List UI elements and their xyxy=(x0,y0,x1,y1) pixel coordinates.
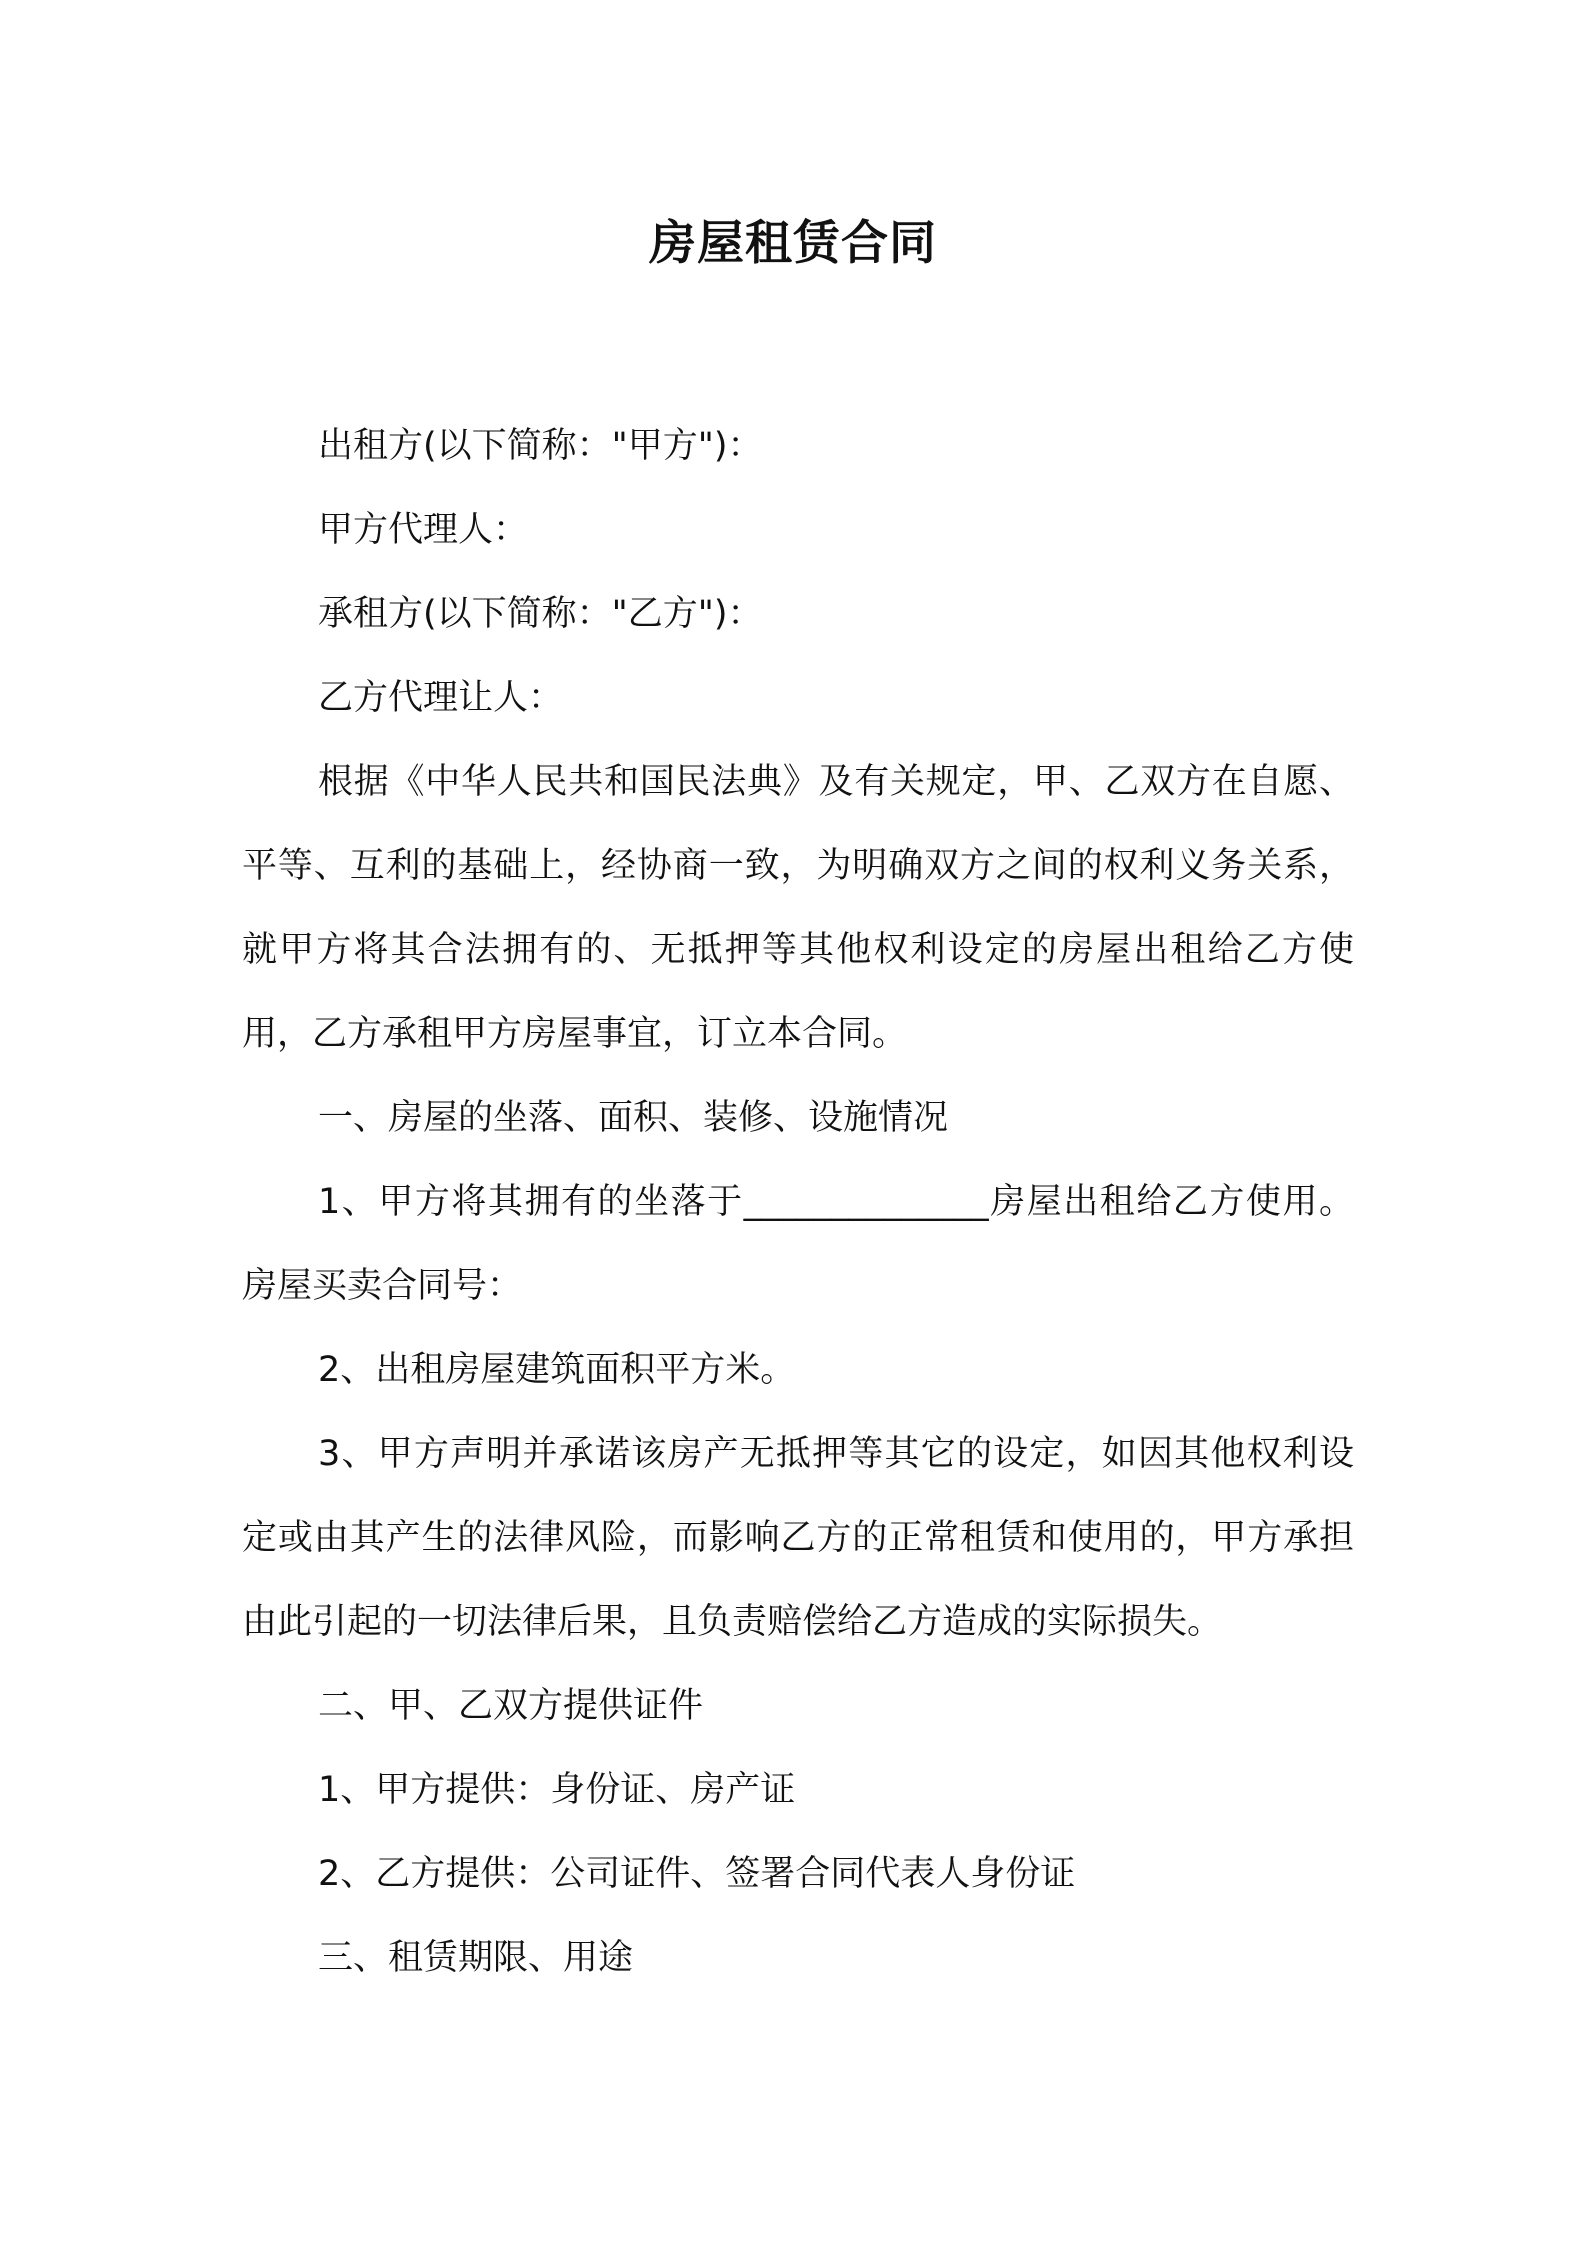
lessee-line: 承租方(以下简称："乙方")： xyxy=(318,594,763,634)
lessor-line: 出租方(以下简称："甲方")： xyxy=(318,426,763,466)
preamble-paragraph: 根据《中华人民共和国民法典》及有关规定，甲、乙双方在自愿、平等、互利的基础上，经协商一致，为明确双方之间的权利义务关系，就甲方将其合法拥有的、无抵押等其他权利设定的房屋出租给乙方使用，乙方承租甲方房屋事宜，订立本合同。 xyxy=(242,762,1354,1054)
clause-1-2: 2、出租房屋建筑面积平方米。 xyxy=(318,1350,796,1390)
clause-2-2: 2、乙方提供：公司证件、签署合同代表人身份证 xyxy=(318,1854,1076,1894)
document-title: 房屋租赁合同 xyxy=(649,216,937,271)
section-heading-1: 一、房屋的坐落、面积、装修、设施情况 xyxy=(318,1098,949,1138)
lessee-agent-line: 乙方代理让人： xyxy=(318,678,564,718)
section-heading-2: 二、甲、乙双方提供证件 xyxy=(318,1686,704,1726)
document-body xyxy=(242,404,1372,2000)
lessor-agent-line: 甲方代理人： xyxy=(318,510,529,550)
section-heading-3: 三、租赁期限、用途 xyxy=(318,1938,634,1978)
clause-2-1: 1、甲方提供：身份证、房产证 xyxy=(318,1770,796,1810)
clause-1-3: 3、甲方声明并承诺该房产无抵押等其它的设定，如因其他权利设定或由其产生的法律风险，而影响乙方的正常租赁和使用的，甲方承担由此引起的一切法律后果，且负责赔偿给乙方造成的实际损失。 xyxy=(242,1434,1354,1642)
clause-1-1: 1、甲方将其拥有的坐落于______________房屋出租给乙方使用。房屋买卖合同号： xyxy=(242,1182,1354,1306)
